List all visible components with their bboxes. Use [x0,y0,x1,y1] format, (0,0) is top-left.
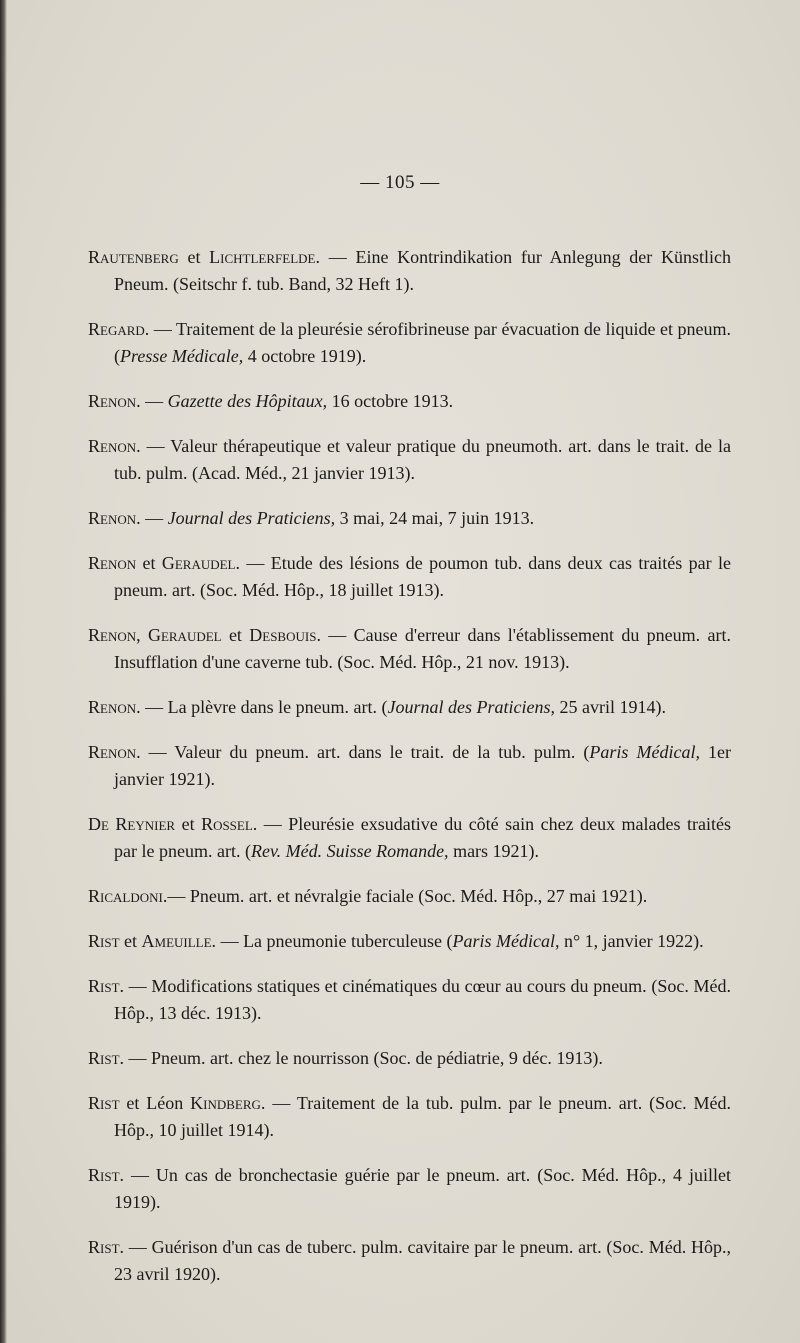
entry-author: Renon. [88,391,141,411]
entry-author: Rist [88,1093,120,1113]
entry-author: Renon, Geraudel [88,625,222,645]
entry-author: Rist. [88,976,125,996]
entry-text-end: 25 avril 1914). [555,697,667,717]
entry-text: — La pneumonie tuberculeuse ( [216,931,453,951]
bibliography-entry [88,550,731,604]
entry-journal: Paris Médical, [589,742,700,762]
bibliography-entry [88,316,731,370]
entry-text: — Traitement de la pleurésie sérofibrineuse par évacuation de liquide et pneum. ( [114,319,731,366]
entry-text: — [140,391,168,411]
bibliography-entry [88,622,731,676]
bibliography-entry [88,928,731,955]
entry-text: — Valeur du pneum. art. dans le trait. de la tub. pulm. ( [140,742,590,762]
entry-text: — La plèvre dans le pneum. art. ( [140,697,388,717]
entry-text: — Eine Kontrindikation fur Anlegung der Künstlich Pneum. (Seitschr f. tub. Band, 32 Heft 1). [114,247,731,294]
entry-author: Renon. [88,508,141,528]
entry-journal: Paris Médical, [452,931,560,951]
bibliography-entry [88,1090,731,1144]
bibliography-entry [88,505,731,532]
entry-text: — Pneum. art. chez le nourrisson (Soc. de pédiatrie, 9 déc. 1913). [124,1048,603,1068]
bibliography-entry [88,1234,731,1288]
entry-text-end: 16 octobre 1913. [327,391,454,411]
bibliography-entry [88,433,731,487]
entry-coauthor: Kindberg. [190,1093,266,1113]
entry-author: Rist. [88,1165,125,1185]
bibliography-entry [88,694,731,721]
entry-coauthor: Lichtlerfelde. [209,247,320,267]
binding-edge [0,0,7,1343]
bibliography-entry [88,883,731,910]
entry-text: — Valeur thérapeutique et valeur pratique du pneumoth. art. dans le trait. de la tub. pulm. (Acad. Méd., 21 janvier 1913). [114,436,731,483]
bibliography-entry [88,1045,731,1072]
entry-text: — Guérison d'un cas de tuberc. pulm. cavitaire par le pneum. art. (Soc. Méd. Hôp., 23 avril 1920). [114,1237,731,1284]
entry-journal: Presse Médicale, [120,346,244,366]
entry-conjunction: et Léon [119,1093,191,1113]
bibliography-entry [88,973,731,1027]
bibliography-entry [88,739,731,793]
entry-text-end: 1er janvier 1921). [114,742,732,789]
entry-coauthor: Rossel. [201,814,258,834]
bibliography-entry [88,811,731,865]
entry-text: — Un cas de bronchectasie guérie par le pneum. art. (Soc. Méd. Hôp., 4 juillet 1919). [114,1165,731,1212]
bibliography-list [88,226,731,1301]
entry-author: Renon [88,553,137,573]
bibliography-entry [88,388,731,415]
entry-author: Regard. [88,319,150,339]
entry-author: Rist. [88,1237,125,1257]
entry-text: — Etude des lésions de poumon tub. dans deux cas traités par le pneum. art. (Soc. Méd. Hôp., 18 juillet 1913). [114,553,731,600]
entry-text-end: 4 octobre 1919). [243,346,367,366]
entry-text-end: mars 1921). [448,841,540,861]
entry-journal: Journal des Praticiens, [167,508,336,528]
entry-journal: Gazette des Hôpitaux, [167,391,328,411]
entry-author: Rautenberg [88,247,179,267]
bibliography-entry [88,1162,731,1216]
entry-author: Renon. [88,742,141,762]
entry-coauthor: Ameuille. [141,931,217,951]
entry-text-end: n° 1, janvier 1922). [559,931,704,951]
entry-coauthor: Desbouis. [249,625,321,645]
entry-author: Renon. [88,436,141,456]
entry-text: — Pleurésie exsudative du côté sain chez deux malades traités par le pneum. art. ( [114,814,731,861]
entry-journal: Rev. Méd. Suisse Romande, [250,841,449,861]
entry-author: Renon. [88,697,141,717]
entry-author: Rist. [88,1048,125,1068]
entry-text: — Traitement de la tub. pulm. par le pneum. art. (Soc. Méd. Hôp., 10 juillet 1914). [114,1093,731,1140]
entry-text: — Pneum. art. et névralgie faciale (Soc. Méd. Hôp., 27 mai 1921). [167,886,648,906]
entry-coauthor: Geraudel. [161,553,240,573]
entry-conjunction: et [221,625,250,645]
entry-journal: Journal des Praticiens, [387,697,556,717]
entry-conjunction: et [178,247,210,267]
entry-conjunction: et [175,814,202,834]
entry-text: — Modifications statiques et cinématiques du cœur au cours du pneum. (Soc. Méd. Hôp., 13 déc. 1913). [114,976,731,1023]
entry-author: De Reynier [88,814,176,834]
entry-author: Rist [88,931,120,951]
entry-text-end: 3 mai, 24 mai, 7 juin 1913. [335,508,535,528]
entry-text: — [140,508,168,528]
entry-text: — Cause d'erreur dans l'établissement du pneum. art. Insufflation d'une caverne tub. (Soc. Méd. Hôp., 21 nov. 1913). [114,625,731,672]
entry-conjunction: et [119,931,142,951]
bibliography-entry [88,244,731,298]
entry-conjunction: et [136,553,162,573]
entry-author: Ricaldoni. [88,886,168,906]
page-number: — 105 — [360,172,440,193]
